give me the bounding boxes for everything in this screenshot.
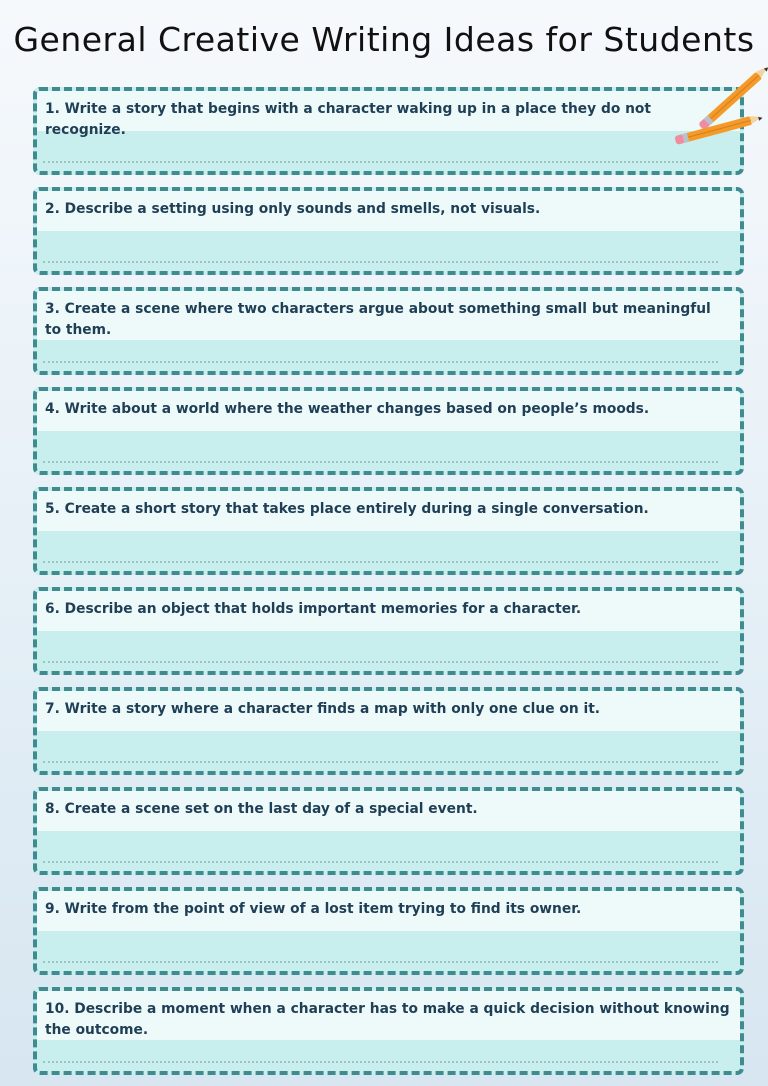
prompt-card-9 (33, 887, 744, 975)
prompt-card-3 (33, 287, 744, 375)
prompt-card-1 (33, 87, 744, 175)
page-title: General Creative Writing Ideas for Students (13, 20, 755, 59)
prompt-text: 8. Create a scene set on the last day of a special event. (45, 801, 478, 817)
prompt-text: 6. Describe an object that holds important memories for a character. (45, 601, 582, 617)
prompt-text: 4. Write about a world where the weather changes based on people’s moods. (45, 401, 650, 417)
prompt-area (37, 691, 740, 731)
prompt-text: 7. Write a story where a character finds a map with only one clue on it. (45, 701, 601, 717)
prompt-card-10 (33, 987, 744, 1075)
prompt-card-7 (33, 687, 744, 775)
prompt-card-2 (33, 187, 744, 275)
pencil-ferrule (682, 133, 689, 143)
prompt-area (37, 491, 740, 531)
prompt-text: 3. Create a scene where two characters argue about something small but meaningful to them. (45, 301, 711, 338)
prompt-area (37, 891, 740, 931)
prompt-card-5 (33, 487, 744, 575)
answer-line[interactable] (43, 561, 718, 563)
prompt-text: 9. Write from the point of view of a lost item trying to find its owner. (45, 901, 582, 917)
prompt-area (37, 591, 740, 631)
prompt-area (37, 991, 740, 1040)
prompt-card-4 (33, 387, 744, 475)
answer-line[interactable] (43, 661, 718, 663)
prompt-card-8 (33, 787, 744, 875)
answer-line[interactable] (43, 161, 718, 163)
prompt-area (37, 291, 740, 340)
prompt-area (37, 91, 740, 138)
answer-line[interactable] (43, 961, 718, 963)
prompt-text: 2. Describe a setting using only sounds and smells, not visuals. (45, 201, 541, 217)
prompt-card-6 (33, 587, 744, 675)
prompt-text: 5. Create a short story that takes place entirely during a single conversation. (45, 501, 649, 517)
prompt-area (37, 391, 740, 431)
prompt-text: 10. Describe a moment when a character has to make a quick decision without knowing the outcome. (45, 1001, 730, 1038)
prompt-area (37, 791, 740, 831)
answer-line[interactable] (43, 861, 718, 863)
prompt-area (37, 191, 740, 231)
answer-line[interactable] (43, 461, 718, 463)
answer-line[interactable] (43, 1061, 718, 1063)
prompt-text: 1. Write a story that begins with a character waking up in a place they do not recognize. (45, 101, 651, 138)
answer-line[interactable] (43, 361, 718, 363)
answer-line[interactable] (43, 761, 718, 763)
answer-line[interactable] (43, 261, 718, 263)
